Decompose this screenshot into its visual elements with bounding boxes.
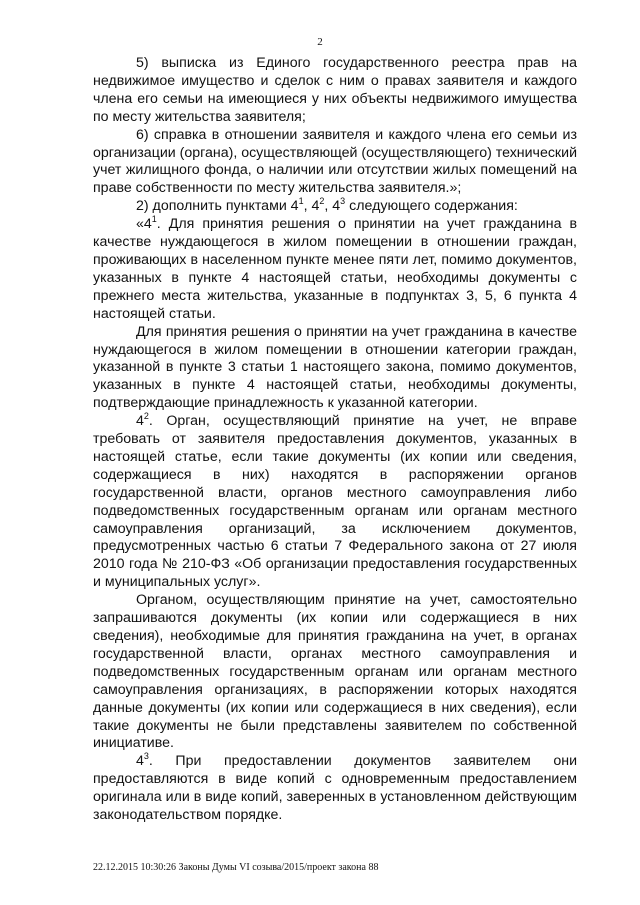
- paragraph-point-4-3: [93, 753, 577, 825]
- page-number: 2: [317, 36, 323, 48]
- document-footer: 22.12.2015 10:30:26 Законы Думы VI созыва/2015/проект закона 88: [93, 862, 379, 873]
- point-number: 4: [136, 753, 144, 770]
- superscript: 2: [319, 196, 325, 207]
- paragraph-amendment-2: [93, 198, 577, 216]
- paragraph-point-4-1: [93, 216, 577, 323]
- superscript: 1: [298, 196, 304, 207]
- superscript: 3: [143, 751, 149, 762]
- point-text: . При предоставлении документов заявителем они предоставляются в виде копий с одновременным предоставлением оригинала или в виде копий, заверенных в установленном действующим законодательством порядке.: [93, 753, 577, 824]
- point-number: «4: [136, 216, 152, 233]
- paragraph-item-6: 6) справка в отношении заявителя и каждого члена его семьи из организации (органа), осуществляющей (осуществляющего) технический учет жилищного фонда, о наличии или отсутствии жилых помещений на праве собственности по месту жительства заявителя.»;: [93, 126, 577, 197]
- amendment-text: 2) дополнить пунктами 4: [136, 198, 299, 215]
- document-body: [93, 55, 577, 825]
- superscript: 2: [143, 411, 149, 422]
- point-number: 4: [136, 413, 144, 430]
- paragraph-item-5: 5) выписка из Единого государственного реестра прав на недвижимое имущество и сделок с ним о правах заявителя и каждого члена его семьи на имеющиеся у них объекты недвижимого имущества по месту жительства заявителя;: [93, 55, 577, 125]
- amendment-text: , 4: [324, 198, 341, 215]
- point-text: . Для принятия решения о принятии на учет гражданина в качестве нуждающегося в жилом помещении в отношении граждан, проживающих в населенном пункте менее пяти лет, помимо документов, указанных в пункте 4 настоящей статьи, необходимы документы с прежнего места жительства, указанные в подпунктах 3, 5, 6 пункта 4 настоящей статьи.: [93, 216, 577, 322]
- superscript: 3: [340, 196, 346, 207]
- paragraph-point-4-2: [93, 413, 577, 592]
- paragraph-point-4-1-category: Для принятия решения о принятии на учет гражданина в качестве нуждающегося в жилом помещении в отношении категории граждан, указанной в пункте 3 статьи 1 настоящего закона, помимо документов, указанных в пункте 4 настоящей статьи, необходимы документы, подтверждающие принадлежность к указанной категории.: [93, 323, 577, 412]
- amendment-text: следующего содержания:: [345, 198, 518, 215]
- point-text: . Орган, осуществляющий принятие на учет, не вправе требовать от заявителя предоставления документов, указанных в настоящей статье, если такие документы (их копии или сведения, содержащиеся в них) находятся в распоряжении органов государственной власти, органов местного самоуправления либо подведомственных государственным органам или органам местного самоуправления организаций, за исключением документов, предусмотренных частью 6 статьи 7 Федерального закона от 27 июля 2010 года № 210-ФЗ «Об организации предоставления государственных и муниципальных услуг».: [93, 413, 577, 591]
- paragraph-point-4-2-requests: Органом, осуществляющим принятие на учет, самостоятельно запрашиваются документы (их копии или содержащиеся в них сведения), необходимые для принятия гражданина на учет, в органах государственной власти, органах местного самоуправления и подведомственных государственным органам или органам местного самоуправления организациях, в распоряжении которых находятся данные документы (их копии или содержащиеся в них сведения), если такие документы не были представлены заявителем по собственной инициативе.: [93, 592, 577, 752]
- superscript: 1: [151, 214, 157, 225]
- amendment-text: , 4: [303, 198, 320, 215]
